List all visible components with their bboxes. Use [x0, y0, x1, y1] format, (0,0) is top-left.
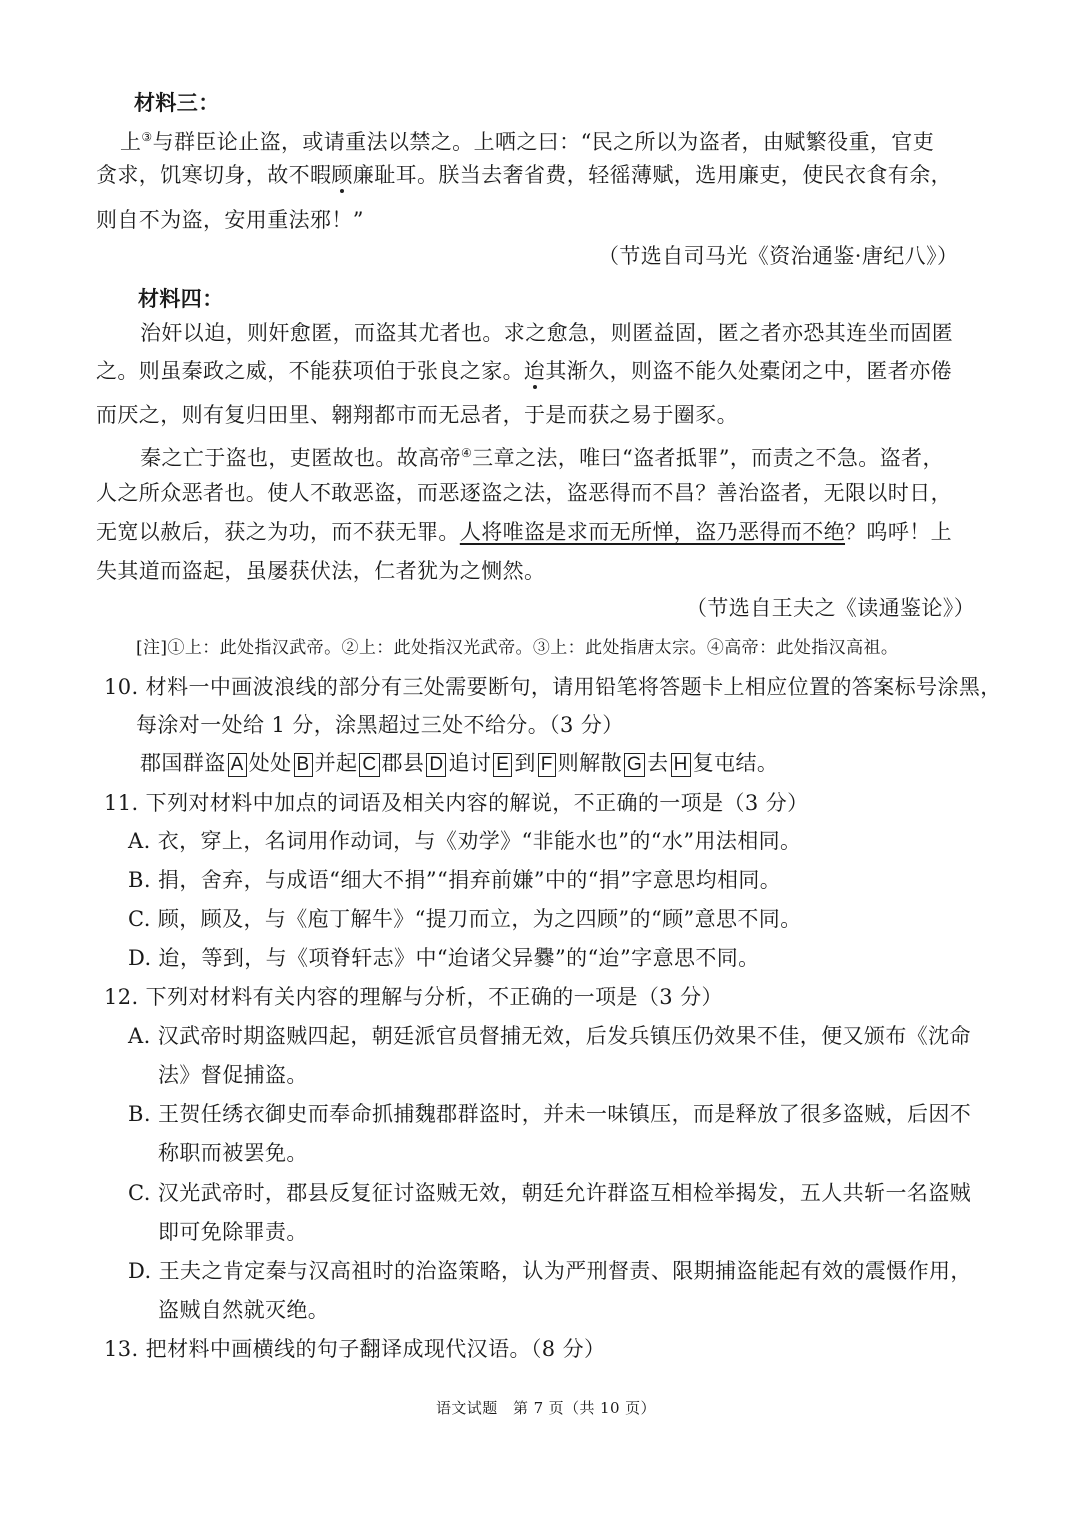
material-4-line-6: 无宽以赦后，获之为功，而不获无罪。人将唯盗是求而无所惮，盗乃恶得而不绝？呜呼！上: [96, 520, 953, 544]
option-box-b[interactable]: B: [294, 753, 313, 777]
material-4-line-2: 之。则虽秦政之威，不能获项伯于张良之家。迨其渐久，则盗不能久处橐闭之中，匿者亦倦: [96, 359, 953, 383]
material-3-line-1: 上③与群臣论止盗，或请重法以禁之。上哂之曰：“民之所以为盗者，由赋繁役重，官吏: [120, 130, 935, 154]
underlined-sentence: 人将唯盗是求而无所惮，盗乃恶得而不绝: [459, 520, 846, 544]
material-3-source: （节选自司马光《资治通鉴·唐纪八》）: [598, 244, 959, 268]
q10-stem-line-1: 10. 材料一中画波浪线的部分有三处需要断句，请用铅笔将答题卡上相应位置的答案标号涂黑，: [104, 675, 1002, 699]
page-footer: 语文试题 第 7 页（共 10 页）: [436, 1399, 656, 1417]
q13-stem: 13. 把材料中画横线的句子翻译成现代汉语。（8 分）: [104, 1337, 606, 1361]
material-3-line-2: 贪求，饥寒切身，故不暇顾廉耻耳。朕当去奢省费，轻徭薄赋，选用廉吏，使民衣食有余，: [96, 163, 953, 187]
option-box-h[interactable]: H: [671, 753, 691, 777]
q12-option-c-line-1: C. 汉光武帝时，郡县反复征讨盗贼无效，朝廷允许群盗互相检举揭发，五人共斩一名盗贼: [128, 1181, 972, 1205]
material-3-line-3: 则自不为盗，安用重法邪！”: [96, 208, 364, 232]
q12-option-a-line-2: 法》督促捕盗。: [158, 1063, 308, 1087]
q11-option-a: A. 衣，穿上，名词用作动词，与《劝学》“非能水也”的“水”用法相同。: [128, 829, 802, 853]
option-box-c[interactable]: C: [359, 753, 379, 777]
material-3-heading: 材料三：: [134, 91, 220, 115]
option-box-e[interactable]: E: [493, 753, 512, 777]
q10-stem-line-2: 每涂对一处给 1 分，涂黑超过三处不给分。（3 分）: [136, 713, 624, 737]
dotted-char-dai: 迨: [524, 359, 546, 383]
q12-option-a-line-1: A. 汉武帝时期盗贼四起，朝廷派官员督捕无效，后发兵镇压仍效果不佳，便又颁布《沈命: [128, 1024, 971, 1048]
material-4-line-5: 人之所众恶者也。使人不敢恶盗，而恶逐盗之法，盗恶得而不昌？善治盗者，无限以时日，: [96, 481, 952, 505]
q11-option-b: B. 捐，舍弃，与成语“细大不捐”“捐弃前嫌”中的“捐”字意思均相同。: [128, 868, 782, 892]
option-box-a[interactable]: A: [228, 753, 247, 777]
material-4-line-7: 失其道而盗起，虽屡获伏法，仁者犹为之恻然。: [96, 559, 546, 583]
option-box-d[interactable]: D: [426, 753, 446, 777]
annotation-note: [注]①上：此处指汉武帝。②上：此处指汉光武帝。③上：此处指唐太宗。④高帝：此处指汉高祖。: [136, 638, 899, 658]
material-4-line-4: 秦之亡于盗也，吏匿故也。故高帝④三章之法，唯曰“盗者抵罪”，而责之不急。盗者，: [140, 446, 944, 470]
q11-option-d: D. 迨，等到，与《项脊轩志》中“迨诸父异爨”的“迨”字意思不同。: [128, 946, 760, 970]
q11-option-c: C. 顾，顾及，与《庖丁解牛》“提刀而立，为之四顾”的“顾”意思不同。: [128, 907, 802, 931]
material-4-line-1: 治奸以迫，则奸愈匿，而盗其尤者也。求之愈急，则匿益固，匿之者亦恐其连坐而固匿: [140, 321, 954, 345]
option-box-f[interactable]: F: [538, 753, 556, 777]
material-4-line-3: 而厌之，则有复归田里、翱翔都市而无忌者，于是而获之易于圈豕。: [96, 403, 738, 427]
q12-option-d-line-2: 盗贼自然就灭绝。: [158, 1298, 330, 1322]
material-4-source: （节选自王夫之《读通鉴论》）: [686, 596, 976, 620]
option-box-g[interactable]: G: [624, 753, 645, 777]
dotted-char-gu: 顾: [331, 163, 353, 187]
q12-option-c-line-2: 即可免除罪责。: [158, 1220, 308, 1244]
q12-stem: 12. 下列对材料有关内容的理解与分析，不正确的一项是（3 分）: [104, 985, 723, 1009]
q12-option-d-line-1: D. 王夫之肯定秦与汉高祖时的治盗策略，认为严刑督责、限期捕盗能起有效的震慑作用，: [128, 1259, 972, 1283]
material-4-heading: 材料四：: [138, 287, 224, 311]
q10-segmentation-line: 郡国群盗 A 处处 B 并起 C 郡县 D 追讨 E 到 F 则解散 G 去 H 复屯结。: [140, 751, 779, 775]
q12-option-b-line-1: B. 王贺任绣衣御史而奉命抓捕魏郡群盗时，并未一味镇压，而是释放了很多盗贼，后因不: [128, 1102, 972, 1126]
q12-option-b-line-2: 称职而被罢免。: [158, 1141, 308, 1165]
q11-stem: 11. 下列对材料中加点的词语及相关内容的解说，不正确的一项是（3 分）: [104, 791, 809, 815]
